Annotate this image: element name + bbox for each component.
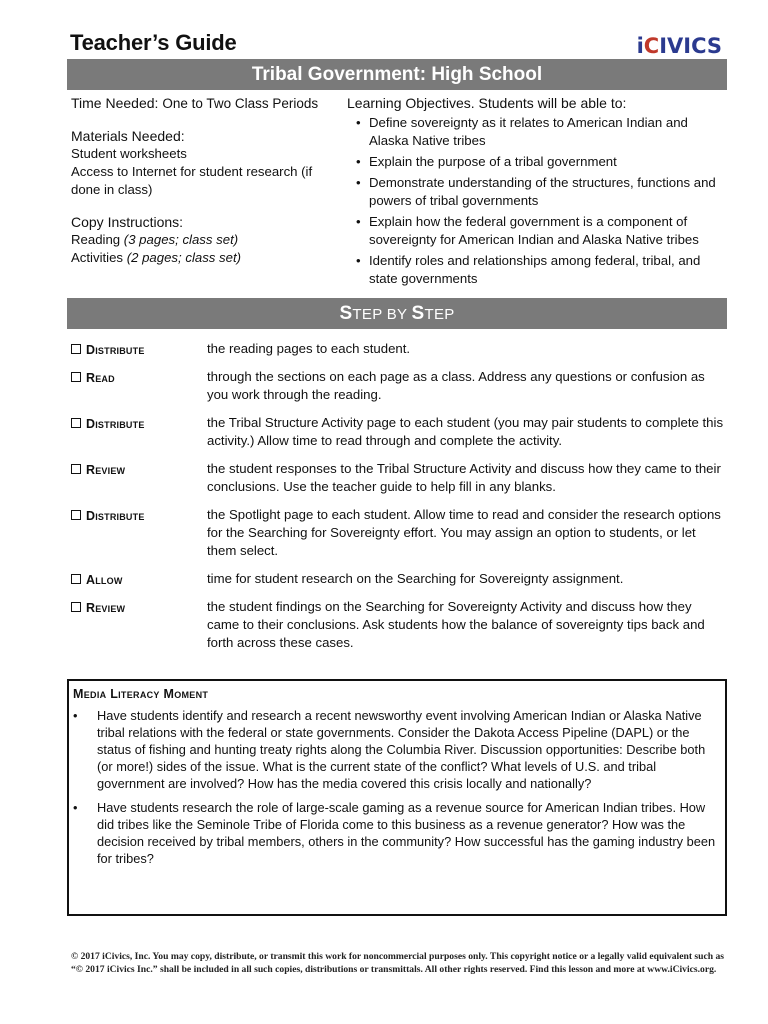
checkbox-icon[interactable] [71,344,81,354]
copy-item [71,249,341,267]
copy-item-name: Activities [71,250,124,265]
step-item [71,460,727,496]
page-header [70,28,726,58]
learning-objectives [347,94,727,291]
step-verb [71,571,201,589]
media-literacy-box [67,679,727,916]
step-description: time for student research on the Searching for Sovereignty assignment. [207,571,624,586]
step-description: through the sections on each page as a class. Address any questions or confusion as you work through the reading. [207,369,705,402]
materials-item: Access to Internet for student research (if done in class) [71,164,313,197]
objective-item: • Explain the purpose of a tribal government [369,153,727,171]
step-heading-word: TEP BY [352,306,412,323]
step-heading-initial: S [411,303,425,324]
checkbox-icon[interactable] [71,464,81,474]
objective-item: • Demonstrate understanding of the structures, functions and powers of tribal governments [369,174,727,210]
step-verb [71,599,201,617]
checkbox-icon[interactable] [71,602,81,612]
copy-instructions-label: Copy Instructions: [71,214,184,230]
step-item [71,506,727,560]
checkbox-icon[interactable] [71,510,81,520]
step-item [71,598,727,652]
media-literacy-item: • Have students identify and research a recent newsworthy event involving American Indian or Alaska Native tribal relations with the federal or state governments. Consider the Dakota Access Pipeline (DAPL) or the status of fishing and hunting treaty rights along the Columbia River. Discussion opportunities: Describe both (or more!) sides of the issue. What is the current state of the conflict? What levels of U.S. and tribal government are involved? How has the media covered this crisis locally and nationally? [73,707,719,792]
logo-part-3: IVICS [659,34,722,58]
checkbox-icon[interactable] [71,574,81,584]
media-literacy-list [73,707,719,867]
copy-item [71,231,341,249]
copyright-footer: © 2017 iCivics, Inc. You may copy, distribute, or transmit this work for noncommercial purposes only. This copyright notice or a legally valid equivalent such as “© 2017 iCivics Inc.” shall be included in all such copies, distributions or transmittals. All other rights reserved. Find this lesson and more at www.iCivics.org. [71,951,725,975]
step-description: the student findings on the Searching for Sovereignty Activity and discuss how they came to their conclusions. Ask students how the balance of sovereignty tips back and forth across these cases. [207,599,705,650]
checkbox-icon[interactable] [71,372,81,382]
step-verb [71,369,201,387]
step-description: the student responses to the Tribal Structure Activity and discuss how they came to their conclusions. Use the teacher guide to help fill in any blanks. [207,461,721,494]
materials-label: Materials Needed: [71,128,185,144]
objective-item: • Identify roles and relationships among federal, tribal, and state governments [369,252,727,288]
step-verb-label: Allow [86,573,123,587]
copy-item-name: Reading [71,232,121,247]
objectives-heading [347,94,727,112]
step-verb-label: Distribute [86,417,145,431]
time-needed-label: Time Needed: [71,95,159,111]
step-list [71,340,727,662]
step-description: the Spotlight page to each student. Allow time to read and consider the research options for the Searching for Sovereignty effort. You may assign an option to students, or let them select. [207,507,721,558]
step-verb [71,341,201,359]
objectives-label: Learning Objectives. [347,95,475,111]
lesson-title: Tribal Government: High School [67,59,727,90]
copy-item-detail: (3 pages; class set) [123,232,239,247]
objective-item: • Explain how the federal government is a component of sovereignty for American Indian and Alaska Native tribes [369,213,727,249]
step-verb [71,415,201,433]
step-verb [71,461,201,479]
media-literacy-title: Media Literacy Moment [73,687,209,701]
step-heading-initial: S [339,303,353,324]
step-item [71,570,727,588]
lesson-details [71,94,341,267]
step-heading-word: TEP [424,306,455,323]
step-verb-label: Read [86,371,115,385]
media-literacy-item: • Have students research the role of large-scale gaming as a revenue source for American Indian tribes. How did tribes like the Seminole Tribe of Florida come to this business as a revenue generator? How was the decision received by tribal members, others in the community? How successful has the gaming industry been for tribes? [73,799,719,867]
objectives-list [347,114,727,288]
materials-item: Student worksheets [71,146,187,161]
step-item [71,340,727,358]
time-needed-value: One to Two Class Periods [162,96,319,111]
step-description: the Tribal Structure Activity page to each student (you may pair students to complete this activity.) Allow time to read through and complete the activity. [207,415,724,448]
objective-item: • Define sovereignty as it relates to American Indian and Alaska Native tribes [369,114,727,150]
checkbox-icon[interactable] [71,418,81,428]
logo-part-1: i [636,34,644,58]
guide-title: Teacher’s Guide [70,30,237,55]
objectives-intro: Students will be able to: [478,95,627,111]
step-description: the reading pages to each student. [207,341,411,356]
step-verb-label: Distribute [86,343,145,357]
step-verb-label: Review [86,601,126,615]
step-verb-label: Review [86,463,126,477]
step-verb [71,507,201,525]
step-by-step-heading [67,298,727,329]
logo-part-2: C [643,34,660,58]
step-verb-label: Distribute [86,509,145,523]
step-item [71,414,727,450]
copy-item-detail: (2 pages; class set) [126,250,242,265]
time-needed [71,94,341,113]
step-item [71,368,727,404]
icivics-logo [637,34,722,58]
